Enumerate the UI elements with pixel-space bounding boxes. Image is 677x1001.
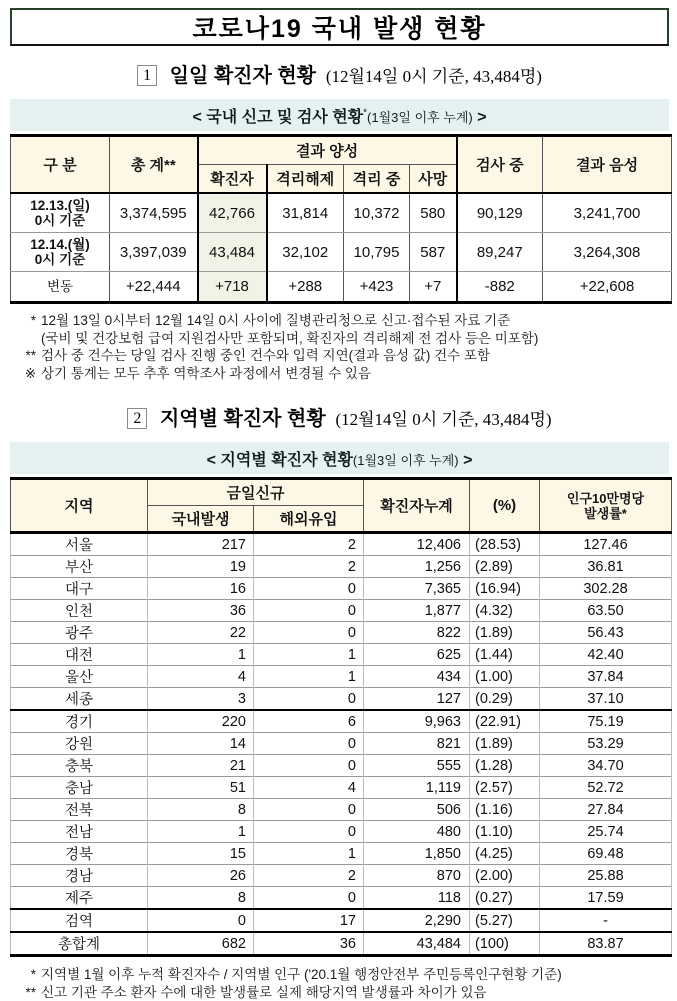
percent-cell: (28.53) [470,533,540,556]
value-cell: 3,374,595 [110,193,198,233]
domestic-new-cell: 1 [148,821,254,843]
percent-cell: (1.89) [470,733,540,755]
value-cell: 3,264,308 [543,233,672,272]
region-name: 경기 [11,710,148,733]
imported-new-cell: 2 [254,533,364,556]
footnote-text: 12월 13일 0시부터 12월 14일 0시 사이에 질병관리청으로 신고·접수된 자료 기준 [41,312,669,330]
imported-new-cell: 17 [254,909,364,932]
imported-new-cell: 1 [254,666,364,688]
footnote-text: 상기 통계는 모두 추후 역학조사 과정에서 변경될 수 있음 [41,365,669,383]
rate-cell: 36.81 [540,556,672,578]
rate-cell: 75.19 [540,710,672,733]
regional-table [10,477,672,957]
report-row [11,193,672,233]
percent-cell: (1.89) [470,622,540,644]
national-report-table [10,134,672,304]
domestic-new-cell: 1 [148,644,254,666]
col-header-imported: 해외유입 [254,506,364,533]
col-header-released: 격리해제 [267,165,344,194]
value-cell: 10,795 [344,233,410,272]
col-header-percent: (%) [470,479,540,533]
region-row [11,688,672,711]
imported-new-cell: 0 [254,821,364,843]
rate-cell: 69.48 [540,843,672,865]
rate-cell: 37.10 [540,688,672,711]
domestic-new-cell: 8 [148,887,254,910]
table1-band-title: < 국내 신고 및 검사 현황*(1월3일 이후 누계) > [10,99,669,131]
col-header-region: 지역 [11,479,148,533]
col-header-negative: 결과 음성 [543,136,672,194]
footnote-marker: ** [12,347,41,365]
value-cell: 42,766 [198,193,267,233]
col-header-today-group: 금일신규 [148,479,364,506]
domestic-new-cell: 8 [148,799,254,821]
table1-footnotes [12,312,669,382]
region-row [11,755,672,777]
section1-heading [10,59,669,88]
region-row [11,733,672,755]
regional-table-body [11,533,672,956]
section2-subtitle: (12월14일 0시 기준, 43,484명) [331,410,551,429]
region-name: 울산 [11,666,148,688]
region-row [11,578,672,600]
rate-cell: 302.28 [540,578,672,600]
col-header-testing: 검사 중 [457,136,543,194]
footnote-text: 검사 중 건수는 당일 검사 진행 중인 건수와 입력 지연(결과 음성 값) 건수 포함 [41,347,669,365]
region-row [11,600,672,622]
domestic-new-cell: 22 [148,622,254,644]
imported-new-cell: 4 [254,777,364,799]
domestic-new-cell: 220 [148,710,254,733]
cumulative-cell: 2,290 [364,909,470,932]
region-row [11,932,672,956]
rate-cell: 53.29 [540,733,672,755]
rate-cell: 34.70 [540,755,672,777]
region-name: 경북 [11,843,148,865]
region-row [11,777,672,799]
percent-cell: (2.57) [470,777,540,799]
region-name: 대전 [11,644,148,666]
footnote-marker: ** [12,984,41,1001]
value-cell: +7 [410,272,457,303]
percent-cell: (1.28) [470,755,540,777]
cumulative-cell: 822 [364,622,470,644]
percent-cell: (1.10) [470,821,540,843]
section2-heading [10,402,669,431]
section2-title: 지역별 확진자 현황 [160,408,326,430]
percent-cell: (2.00) [470,865,540,887]
rate-cell: 56.43 [540,622,672,644]
domestic-new-cell: 217 [148,533,254,556]
percent-cell: (1.44) [470,644,540,666]
region-name: 제주 [11,887,148,910]
percent-cell: (4.32) [470,600,540,622]
col-header-isolating: 격리 중 [344,165,410,194]
value-cell: 89,247 [457,233,543,272]
domestic-new-cell: 16 [148,578,254,600]
rate-cell: 27.84 [540,799,672,821]
section1-title: 일일 확진자 현황 [170,65,316,87]
region-row [11,887,672,910]
footnote-marker: * [12,966,41,984]
col-header-domestic: 국내발생 [148,506,254,533]
col-header-confirmed: 확진자 [198,165,267,194]
region-name: 대구 [11,578,148,600]
region-row [11,799,672,821]
row-label: 12.13.(일) 0시 기준 [11,193,110,233]
value-cell: -882 [457,272,543,303]
row-label: 변동 [11,272,110,303]
report-title-box [10,8,669,46]
imported-new-cell: 0 [254,600,364,622]
rate-cell: 127.46 [540,533,672,556]
region-row [11,865,672,887]
cumulative-cell: 1,119 [364,777,470,799]
imported-new-cell: 2 [254,556,364,578]
cumulative-cell: 555 [364,755,470,777]
value-cell: +22,444 [110,272,198,303]
region-name: 검역 [11,909,148,932]
domestic-new-cell: 26 [148,865,254,887]
regional-table-head [11,479,672,533]
page-title: 코로나19 국내 발생 현황 [193,9,487,45]
col-header-rate: 인구10만명당 발생률* [540,479,672,533]
percent-cell: (0.27) [470,887,540,910]
cumulative-cell: 1,256 [364,556,470,578]
col-header-cumulative: 확진자누계 [364,479,470,533]
section2-number-badge: 2 [127,408,147,429]
cumulative-cell: 43,484 [364,932,470,956]
region-row [11,644,672,666]
region-name: 충북 [11,755,148,777]
rate-cell: 17.59 [540,887,672,910]
footnote-line [12,312,669,330]
domestic-new-cell: 21 [148,755,254,777]
region-row [11,909,672,932]
imported-new-cell: 1 [254,843,364,865]
percent-cell: (5.27) [470,909,540,932]
cumulative-cell: 821 [364,733,470,755]
footnote-text: 신고 기관 주소 환자 수에 대한 발생률로 실제 해당지역 발생률과 차이가 있음 [41,984,669,1001]
col-header-category: 구 분 [11,136,110,194]
footnote-marker [12,330,41,348]
region-row [11,710,672,733]
region-name: 총합계 [11,932,148,956]
domestic-new-cell: 51 [148,777,254,799]
imported-new-cell: 0 [254,755,364,777]
cumulative-cell: 480 [364,821,470,843]
rate-cell: 25.88 [540,865,672,887]
footnote-marker: ※ [12,365,41,383]
value-cell: 31,814 [267,193,344,233]
rate-cell: 42.40 [540,644,672,666]
region-name: 강원 [11,733,148,755]
region-row [11,533,672,556]
value-cell: +718 [198,272,267,303]
imported-new-cell: 6 [254,710,364,733]
footnote-line [12,365,669,383]
value-cell: 43,484 [198,233,267,272]
imported-new-cell: 1 [254,644,364,666]
value-cell: 3,241,700 [543,193,672,233]
col-header-positive-group: 결과 양성 [198,136,457,165]
national-report-table-head [11,136,672,194]
national-report-table-body [11,193,672,303]
footnote-line [12,347,669,365]
percent-cell: (100) [470,932,540,956]
cumulative-cell: 7,365 [364,578,470,600]
domestic-new-cell: 14 [148,733,254,755]
cumulative-cell: 1,850 [364,843,470,865]
imported-new-cell: 0 [254,887,364,910]
cumulative-cell: 127 [364,688,470,711]
table2-band-title: < 지역별 확진자 현황(1월3일 이후 누계) > [10,442,669,474]
value-cell: +22,608 [543,272,672,303]
imported-new-cell: 2 [254,865,364,887]
rate-cell: - [540,909,672,932]
value-cell: +423 [344,272,410,303]
domestic-new-cell: 682 [148,932,254,956]
domestic-new-cell: 15 [148,843,254,865]
cumulative-cell: 506 [364,799,470,821]
value-cell: 10,372 [344,193,410,233]
region-row [11,556,672,578]
region-name: 광주 [11,622,148,644]
cumulative-cell: 1,877 [364,600,470,622]
section1-number-badge: 1 [137,65,157,86]
percent-cell: (22.91) [470,710,540,733]
domestic-new-cell: 19 [148,556,254,578]
domestic-new-cell: 0 [148,909,254,932]
value-cell: 580 [410,193,457,233]
cumulative-cell: 625 [364,644,470,666]
value-cell: 32,102 [267,233,344,272]
footnote-text: (국비 및 건강보험 급여 지원검사만 포함되며, 확진자의 격리해제 전 검사 등은 미포함) [41,330,669,348]
value-cell: 90,129 [457,193,543,233]
region-name: 인천 [11,600,148,622]
rate-cell: 52.72 [540,777,672,799]
rate-cell: 63.50 [540,600,672,622]
report-row [11,272,672,303]
region-name: 충남 [11,777,148,799]
rate-cell: 37.84 [540,666,672,688]
domestic-new-cell: 4 [148,666,254,688]
report-row [11,233,672,272]
region-name: 전남 [11,821,148,843]
footnote-marker: * [12,312,41,330]
region-row [11,622,672,644]
percent-cell: (2.89) [470,556,540,578]
region-name: 서울 [11,533,148,556]
percent-cell: (16.94) [470,578,540,600]
section1-subtitle: (12월14일 0시 기준, 43,484명) [322,67,542,86]
imported-new-cell: 0 [254,799,364,821]
percent-cell: (0.29) [470,688,540,711]
region-row [11,821,672,843]
imported-new-cell: 0 [254,578,364,600]
imported-new-cell: 0 [254,688,364,711]
imported-new-cell: 0 [254,622,364,644]
region-row [11,843,672,865]
region-row [11,666,672,688]
imported-new-cell: 36 [254,932,364,956]
band-footnote-star: * [363,108,367,119]
value-cell: 3,397,039 [110,233,198,272]
domestic-new-cell: 36 [148,600,254,622]
value-cell: +288 [267,272,344,303]
cumulative-cell: 434 [364,666,470,688]
percent-cell: (4.25) [470,843,540,865]
cumulative-cell: 870 [364,865,470,887]
rate-cell: 25.74 [540,821,672,843]
cumulative-cell: 118 [364,887,470,910]
footnote-line [12,984,669,1001]
cumulative-cell: 9,963 [364,710,470,733]
col-header-total: 총 계** [110,136,198,194]
value-cell: 587 [410,233,457,272]
footnote-line [12,966,669,984]
region-name: 전북 [11,799,148,821]
domestic-new-cell: 3 [148,688,254,711]
table2-footnotes [12,966,669,1001]
region-name: 세종 [11,688,148,711]
footnote-line [12,330,669,348]
col-header-deaths: 사망 [410,165,457,194]
imported-new-cell: 0 [254,733,364,755]
region-name: 경남 [11,865,148,887]
cumulative-cell: 12,406 [364,533,470,556]
rate-cell: 83.87 [540,932,672,956]
region-name: 부산 [11,556,148,578]
row-label: 12.14.(월) 0시 기준 [11,233,110,272]
footnote-text: 지역별 1월 이후 누적 확진자수 / 지역별 인구 ('20.1월 행정안전부 주민등록인구현황 기준) [41,966,669,984]
percent-cell: (1.16) [470,799,540,821]
percent-cell: (1.00) [470,666,540,688]
